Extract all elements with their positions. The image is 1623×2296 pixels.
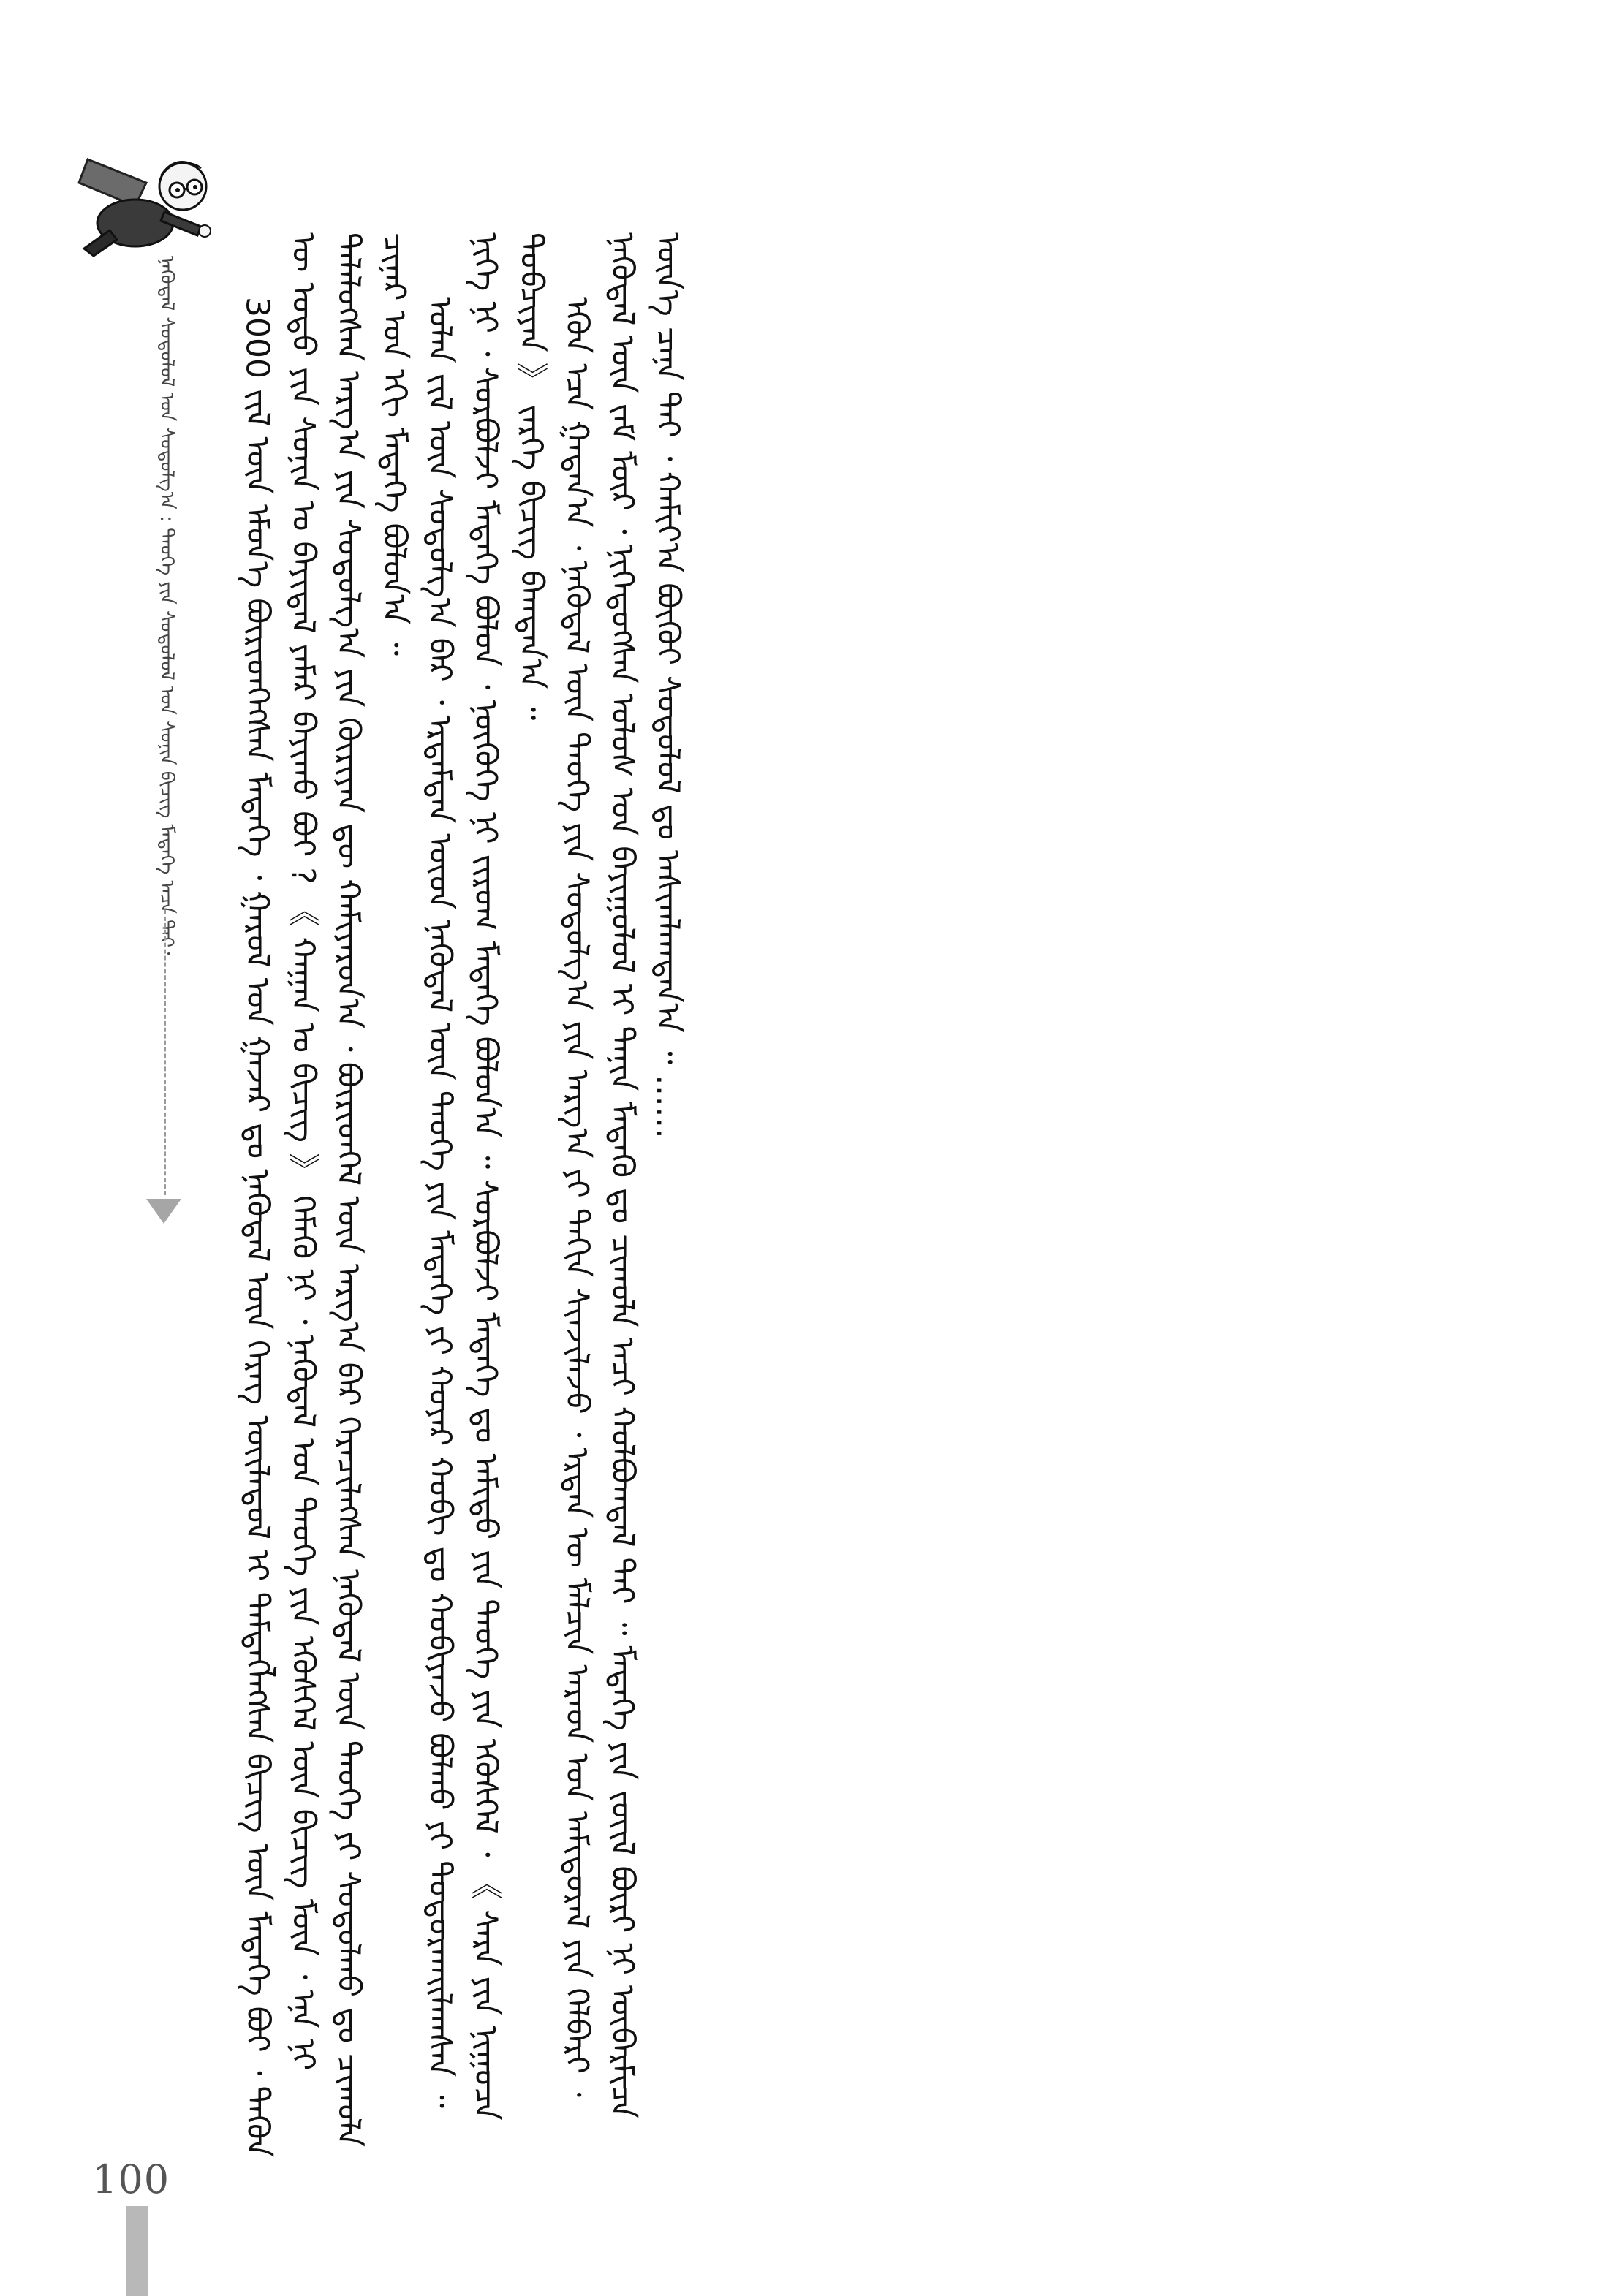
- edge-tab-bar: [126, 2206, 148, 2296]
- paragraph: ᠡᠭᠦᠨ ᠡᠴᠡ ᠭᠠᠳᠠᠨ᠎ᠠ ᠂ ᠨᠡᠭᠦᠳᠡᠯ ᠦᠨ ᠲᠡᠦᠬᠡ ᠶᠢᠨ ᠰᠤᠳᠤᠯᠭ᠎ᠠ ᠶᠢᠨ ᠠᠷᠭ᠎ᠠ ᠶᠢ ᠳᠠᠬᠢᠨ ᠰᠢᠨᠵᠢᠯᠡᠵᠦ ᠂ ᠡᠷᠲᠡᠨ ᠦ ᠮᠠᠯᠴᠢᠨ ᠠᠷᠠᠳ ᠤᠨ ᠠᠮᠢᠳᠤᠷᠠᠯ ᠶᠢᠨ ᠬᠡᠯᠪᠡᠷᠢ ᠂ ᠨᠡᠭᠦᠳᠡᠯ ᠦᠨ ᠵᠠᠮ ᠮᠥᠷ ᠂ ᠨᠢᠭᠡᠳᠦᠭᠰᠡᠨ ᠤᠯᠤᠰ ᠤᠨ ᠪᠠᠶᠢᠭᠤᠯᠤᠯ ᠢ ᠲᠠᠨᠢᠨ ᠮᠡᠳᠡᠬᠦ ᠳᠤ ᠴᠢᠬᠤᠯᠠ ᠠᠴᠢ ᠬᠣᠯᠪᠣᠭᠳᠠᠯ ᠲᠠᠢ ᠃ ᠮᠡᠳᠡᠭᠡ ᠶᠢᠨ ᠵᠦᠢᠯ ᠪᠦᠷᠢ ᠨᠢ ᠥᠪᠡᠷᠮᠢᠴᠡ ᠦᠨ᠎ᠡ ᠴᠡᠨᠡ ᠲᠠᠢ ᠂ ᠬᠠᠮᠢᠶ᠎ᠠ ᠪᠦᠬᠦᠢ ᠰᠤᠳᠤᠯᠤᠯ ᠳᠤ ᠠᠰᠢᠭᠯᠠᠭᠳᠠᠨ᠎ᠠ ᠃ ……: [558, 232, 687, 2119]
- running-header: ᠨᠡᠭᠦᠳᠡᠯ ᠰᠤᠳᠤᠯᠤᠯ ᠤᠨ ᠰᠤᠳᠤᠯᠭ᠎ᠠ : ᠲᠡᠦᠬᠡ ᠶᠢᠨ ᠰᠤᠳᠤᠯᠤᠯ ᠤᠨ ᠰᠣᠨᠢᠨ ᠪᠢᠴᠢᠭ ᠮᠡᠳᠡᠭᠡ ᠠᠴᠠ ᠲᠠᠢ᠂: [156, 256, 178, 955]
- paragraph: ᠣᠯᠠᠨ ᠵᠢᠯ ᠦᠨ ᠰᠤᠳᠤᠯᠭ᠎ᠠ ᠪᠠᠷ ᠂ ᠡᠷᠳᠡᠮᠲᠡᠨ ᠦᠳ ᠨᠡᠭᠦᠳᠡᠯ ᠦᠨ ᠲᠡᠦᠬᠡ ᠶᠢᠨ ᠮᠡᠳᠡᠭᠡ ᠶᠢ ᠬᠣᠶᠠᠷ ᠬᠤᠪᠢ ᠳᠤ ᠬᠤᠪᠢᠶᠠᠵᠤ ᠪᠣᠯᠬᠤ ᠶᠢ ᠲᠣᠳᠣᠷᠬᠠᠢᠯᠠᠭᠰᠠᠨ ᠃ ᠨᠢᠭᠡ ᠨᠢ ᠂ ᠰᠤᠷᠪᠤᠯᠵᠢ ᠮᠡᠳᠡᠭᠡ ᠪᠣᠯᠤᠨ ᠂ ᠨᠥᠭᠥᠭᠡ ᠨᠢ ᠵᠢᠷᠤᠭ ᠮᠡᠳᠡᠭᠡ ᠪᠣᠯᠤᠨ᠎ᠠ ᠃ ᠰᠤᠷᠪᠤᠯᠵᠢ ᠮᠡᠳᠡᠭᠡ ᠳᠤ ᠠᠮᠢᠳᠤ ᠶᠢᠨ ᠲᠡᠦᠬᠡ ᠶᠢᠨ ᠡᠭᠦᠰᠬᠡᠯ ᠂ 《 ᠰᠠᠷᠠ ᠶᠢᠨ ᠨᠢᠭᠤᠴᠠ ᠲᠣᠪᠴᠢᠶᠠᠨ 》 ᠵᠡᠷᠭᠡ ᠪᠢᠴᠢᠭ ᠪᠠᠭᠳᠠᠨ᠎ᠠ ᠃: [421, 232, 550, 2121]
- page-number: 100: [92, 2156, 170, 2202]
- triangle-arrow-icon: [146, 1199, 181, 1224]
- body-text: [234, 232, 1433, 2162]
- cartoon-mascot-icon: [66, 139, 219, 263]
- dashed-divider: [164, 910, 166, 1195]
- paragraph: 3000 ᠵᠢᠯ ᠦᠨ ᠡᠮᠦᠨ᠎ᠡ ᠪᠦᠷᠢᠳᠬᠡᠭᠰᠡᠨ ᠮᠡᠳᠡᠭᠡ ᠂ ᠭᠠᠷᠤᠯ ᠤᠨ ᠭᠠᠵᠠᠷ ᠳᠤ ᠨᠡᠭᠦᠳᠡᠯ ᠦᠨ ᠬᠡᠷᠡᠭ ᠦᠢᠯᠡᠳᠦᠯ ᠢ ᠲᠡᠮᠳᠡᠭᠯᠡᠭᠰᠡᠨ ᠪᠢᠴᠢᠭ ᠦᠨ ᠮᠡᠳᠡᠭᠡ ᠪᠤᠢ ᠂ ᠲᠡᠭᠦᠨ ᠦ ᠣᠳᠤ ᠶᠢᠨ ᠰᠣᠨᠢᠨ ᠤ ᠪᠠᠶᠢᠳᠠᠯ ᠶᠠᠮᠠᠷ ᠪᠠᠶᠢᠬᠤ ᠪᠤᠢ ? 《 ᠬᠠᠭᠠᠨ ᠤ ᠪᠢᠴᠢᠭ 》 ᠬᠡᠮᠡᠬᠦ ᠨᠢ ᠂ ᠨᠡᠭᠦᠳᠡᠯ ᠤᠨ ᠲᠡᠦᠬᠡ ᠶᠢᠨ ᠡᠭᠦᠰᠬᠡᠯ ᠦᠨ ᠪᠢᠴᠢᠭ ᠮᠥᠨ ᠂ ᠡᠨᠡ ᠨᠢ ᠲᠡᠯᠡᠯᠦᠭᠰᠡᠨ ᠠᠷᠭ᠎ᠠ ᠶᠢᠨ ᠰᠤᠳᠤᠯᠭ᠎ᠠ ᠶᠢᠨ ᠬᠦᠷᠢᠶᠡᠨ ᠳᠦ ᠬᠠᠮᠢᠶᠠᠷᠤᠨ᠎ᠠ ᠂ ᠪᠦᠷᠢᠳᠬᠡᠯ ᠦᠨ ᠠᠷᠭ᠎ᠠ ᠪᠠᠷ ᠭᠡᠷᠡᠴᠢᠯᠡᠭᠰᠡᠨ ᠨᠡᠭᠦᠳᠡᠯ ᠦᠨ ᠲᠡᠦᠬᠡ ᠶᠢ ᠰᠤᠳᠤᠯᠬᠤ ᠳᠤ ᠴᠢᠬᠤᠯᠠ ᠴᠢᠨᠠᠷ ᠤᠨ ᠡᠬᠢ ᠮᠡᠳᠡᠭᠡ ᠪᠣᠯᠤᠨ᠎ᠠ ᠃: [238, 232, 413, 2158]
